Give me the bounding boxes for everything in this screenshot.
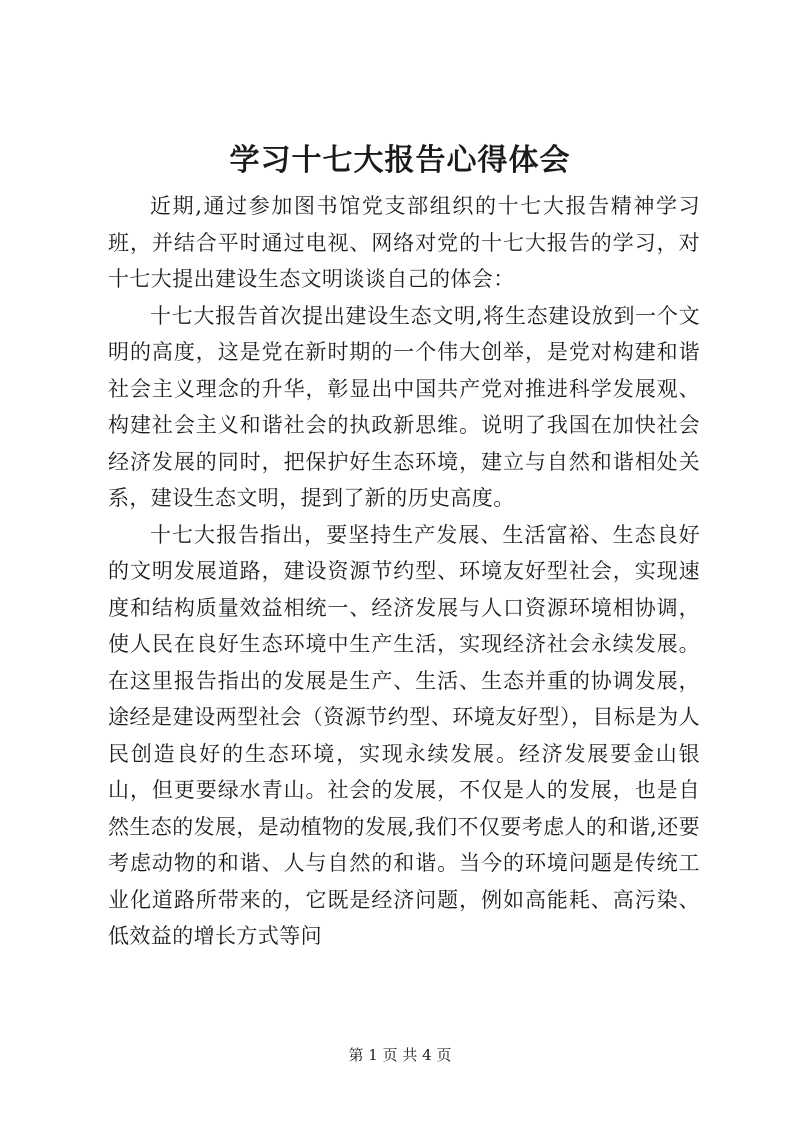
page-footer: 第 1 页 共 4 页: [348, 1046, 452, 1064]
paragraph-intro: 近期,通过参加图书馆党支部组织的十七大报告精神学习班，并结合平时通过电视、网络对党的十七大报告的学习，对十七大提出建设生态文明谈谈自己的体会：: [108, 194, 700, 291]
paragraph-development-path: 十七大报告指出，要坚持生产发展、生活富裕、生态良好的文明发展道路，建设资源节约型、环境友好型社会，实现速度和结构质量效益相统一、经济发展与人口资源环境相协调，使人民在良好生态环境中生产生活，实现经济社会永续发展。在这里报告指出的发展是生产、生活、生态并重的协调发展，途经是建设两型社会（资源节约型、环境友好型），目标是为人民创造良好的生态环境，实现永续发展。经济发展要金山银山，但更要绿水青山。社会的发展，不仅是人的发展，也是自然生态的发展，是动植物的发展,我们不仅要考虑人的和谐,还要考虑动物的和谐、人与自然的和谐。当今的环境问题是传统工业化道路所带来的，它既是经济问题，例如高能耗、高污染、低效益的增长方式等问: [108, 522, 700, 948]
document-title: 学习十七大报告心得体会: [229, 143, 571, 178]
paragraph-ecological-civilization: 十七大报告首次提出建设生态文明,将生态建设放到一个文明的高度，这是党在新时期的一个伟大创举，是党对构建和谐社会主义理念的升华，彰显出中国共产党对推进科学发展观、构建社会主义和谐社会的执政新思维。说明了我国在加快社会经济发展的同时，把保护好生态环境，建立与自然和谐相处关系，建设生态文明，提到了新的历史高度。: [108, 303, 700, 510]
document-body: [108, 188, 700, 955]
